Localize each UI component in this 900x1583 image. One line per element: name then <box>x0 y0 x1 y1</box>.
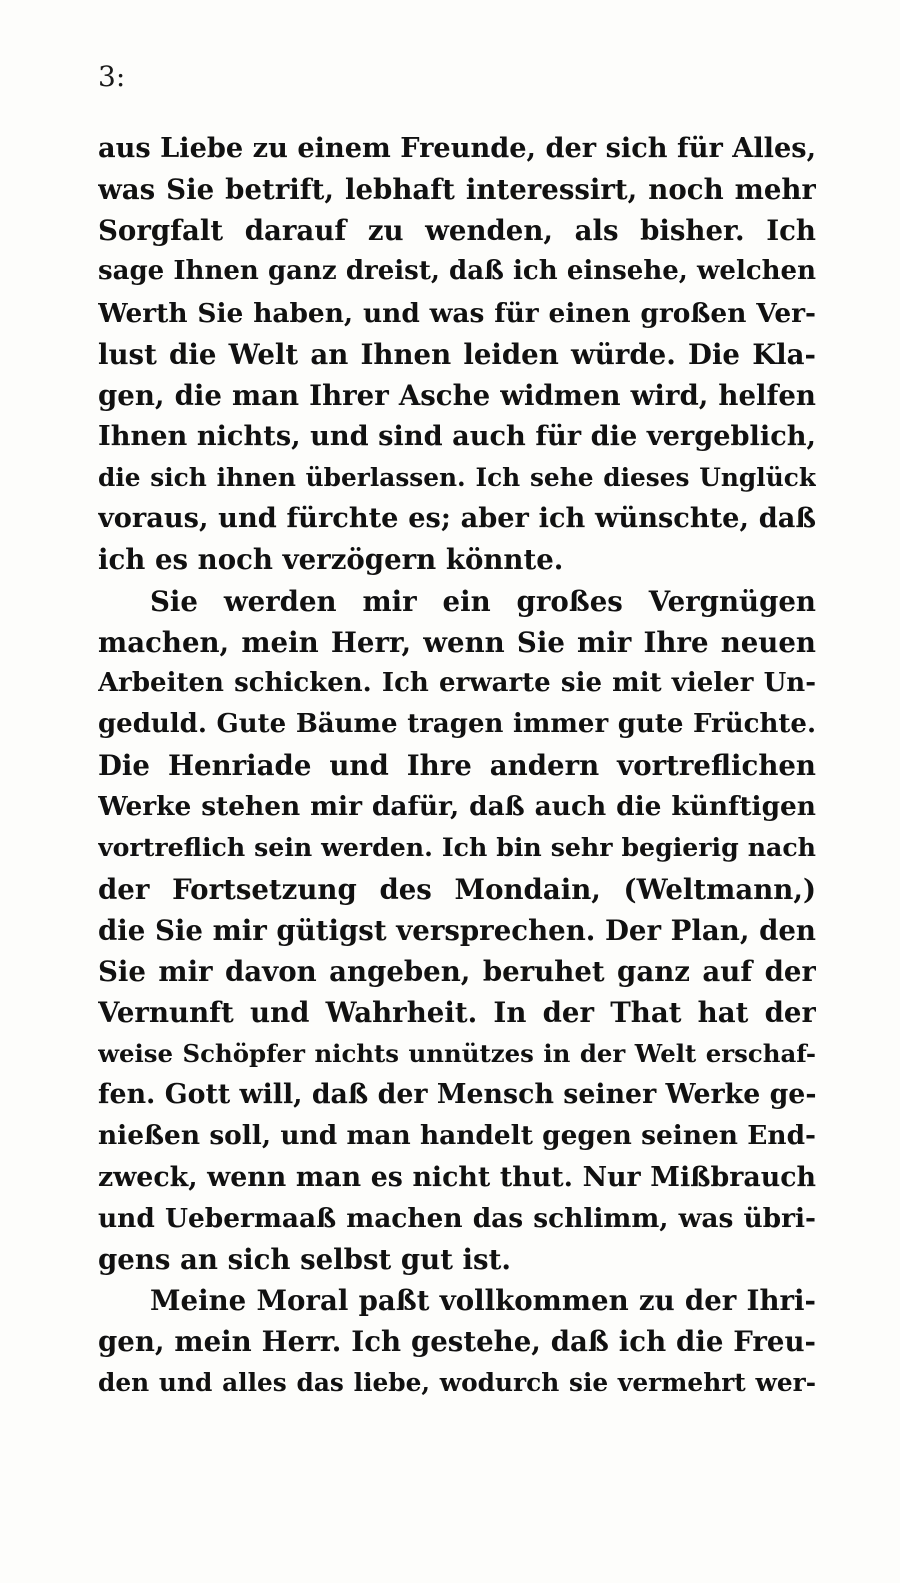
text-line: Meine Moral paßt vollkommen zu der Ihri- <box>150 1283 816 1317</box>
text-line: aus Liebe zu einem Freunde, der sich für Alles, <box>98 132 816 164</box>
text-line: Sorgfalt darauf zu wenden, als bisher. Ich <box>98 214 816 248</box>
text-line: Ihnen nichts, und sind auch für die vergeblich, <box>98 419 816 452</box>
text-line: den und alles das liebe, wodurch sie vermehrt wer- <box>98 1368 816 1398</box>
text-line: die Sie mir gütigst versprechen. Der Plan, den <box>98 913 816 947</box>
text-line: gen, die man Ihrer Asche widmen wird, helfen <box>98 378 816 412</box>
text-line: voraus, und fürchte es; aber ich wünschte, daß <box>98 502 816 535</box>
text-line: und Uebermaaß machen das schlimm, was übri- <box>98 1202 816 1234</box>
text-line: Werth Sie haben, und was für einen großen Ver- <box>98 297 816 329</box>
text-line: machen, mein Herr, wenn Sie mir Ihre neuen <box>98 625 816 659</box>
text-line: gen, mein Herr. Ich gestehe, daß ich die Freu- <box>98 1325 816 1359</box>
text-line: Die Henriade und Ihre andern vortreflichen <box>98 749 816 783</box>
text-line: Vernunft und Wahrheit. In der That hat der <box>98 995 816 1029</box>
body-text <box>98 128 816 1403</box>
text-line: Sie mir davon angeben, beruhet ganz auf der <box>98 954 816 988</box>
text-line: gens an sich selbst gut ist. <box>98 1242 511 1276</box>
text-line: der Fortsetzung des Mondain, (Weltmann,) <box>98 872 816 906</box>
text-line: vortreflich sein werden. Ich bin sehr begierig nach <box>98 832 816 863</box>
text-line: sage Ihnen ganz dreist, daß ich einsehe, welchen <box>98 256 816 287</box>
text-line: geduld. Gute Bäume tragen immer gute Früchte. <box>98 708 816 739</box>
text-line: nießen soll, und man handelt gegen seinen End- <box>98 1120 816 1152</box>
text-line: ich es noch verzögern könnte. <box>98 543 564 577</box>
text-line: Arbeiten schicken. Ich erwarte sie mit vieler Un- <box>98 667 816 698</box>
text-line: was Sie betrift, lebhaft interessirt, noch mehr <box>98 173 816 207</box>
text-line: weise Schöpfer nichts unnützes in der Welt erschaf- <box>98 1039 816 1069</box>
text-line: die sich ihnen überlassen. Ich sehe dieses Unglück <box>98 463 816 493</box>
text-line: zweck, wenn man es nicht thut. Nur Mißbrauch <box>98 1161 816 1193</box>
text-line: fen. Gott will, daß der Mensch seiner Werke ge- <box>98 1079 816 1111</box>
page-number: 3: <box>98 60 126 93</box>
text-line: Werke stehen mir dafür, daß auch die künftigen <box>98 791 816 823</box>
text-line: Sie werden mir ein großes Vergnügen <box>150 584 816 618</box>
text-line: lust die Welt an Ihnen leiden würde. Die Kla- <box>98 337 816 371</box>
